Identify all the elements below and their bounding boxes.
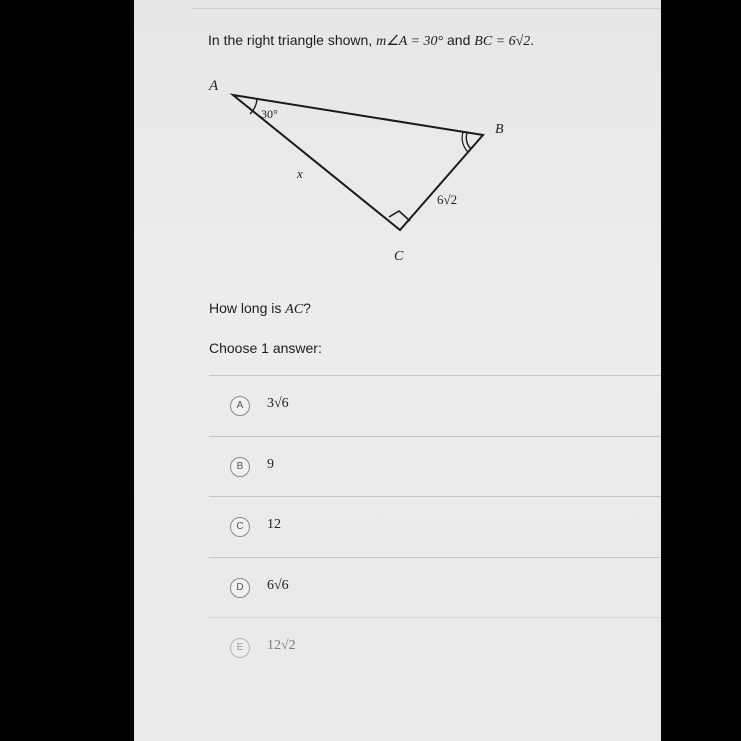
question-prompt [209,300,311,318]
choice-a-value: 3√6 [267,396,289,411]
prompt-suffix: ? [303,300,311,316]
choice-b-value: 9 [267,457,274,472]
choice-e-value: 12√2 [267,638,296,653]
top-divider [192,8,661,9]
angle-a-label: 30° [261,107,278,121]
side-ac-label: x [297,166,303,181]
right-angle-marker [389,211,410,221]
prompt-segment: AC [285,302,304,317]
vertex-c-label: C [394,249,404,264]
choice-d-letter: D [230,578,250,598]
triangle-diagram [195,70,525,270]
question-text [208,32,534,50]
question-prefix: In the right triangle shown, [208,32,377,48]
prompt-prefix: How long is [209,300,286,316]
choice-c[interactable] [209,496,661,557]
angle-expression: m∠A = 30° [376,34,444,49]
choice-b-letter: B [230,457,250,477]
choice-d-value: 6√6 [267,578,289,593]
vertex-b-label: B [495,122,504,137]
side-bc-label: 6√2 [437,192,458,207]
choice-e-letter: E [230,638,250,658]
question-suffix: . [530,32,535,48]
choice-e[interactable] [209,617,661,678]
vertex-a-label: A [209,78,219,94]
side-expression: BC = 6√2 [474,34,531,49]
choice-a-letter: A [230,396,250,416]
choice-a[interactable] [209,375,661,436]
angle-b-arc [466,133,471,149]
choice-b[interactable] [209,436,661,497]
choice-c-value: 12 [267,517,281,532]
choice-c-letter: C [230,517,250,537]
choice-d[interactable] [209,557,661,618]
question-middle: and [443,32,475,48]
answer-instructions: Choose 1 answer: [209,340,322,356]
